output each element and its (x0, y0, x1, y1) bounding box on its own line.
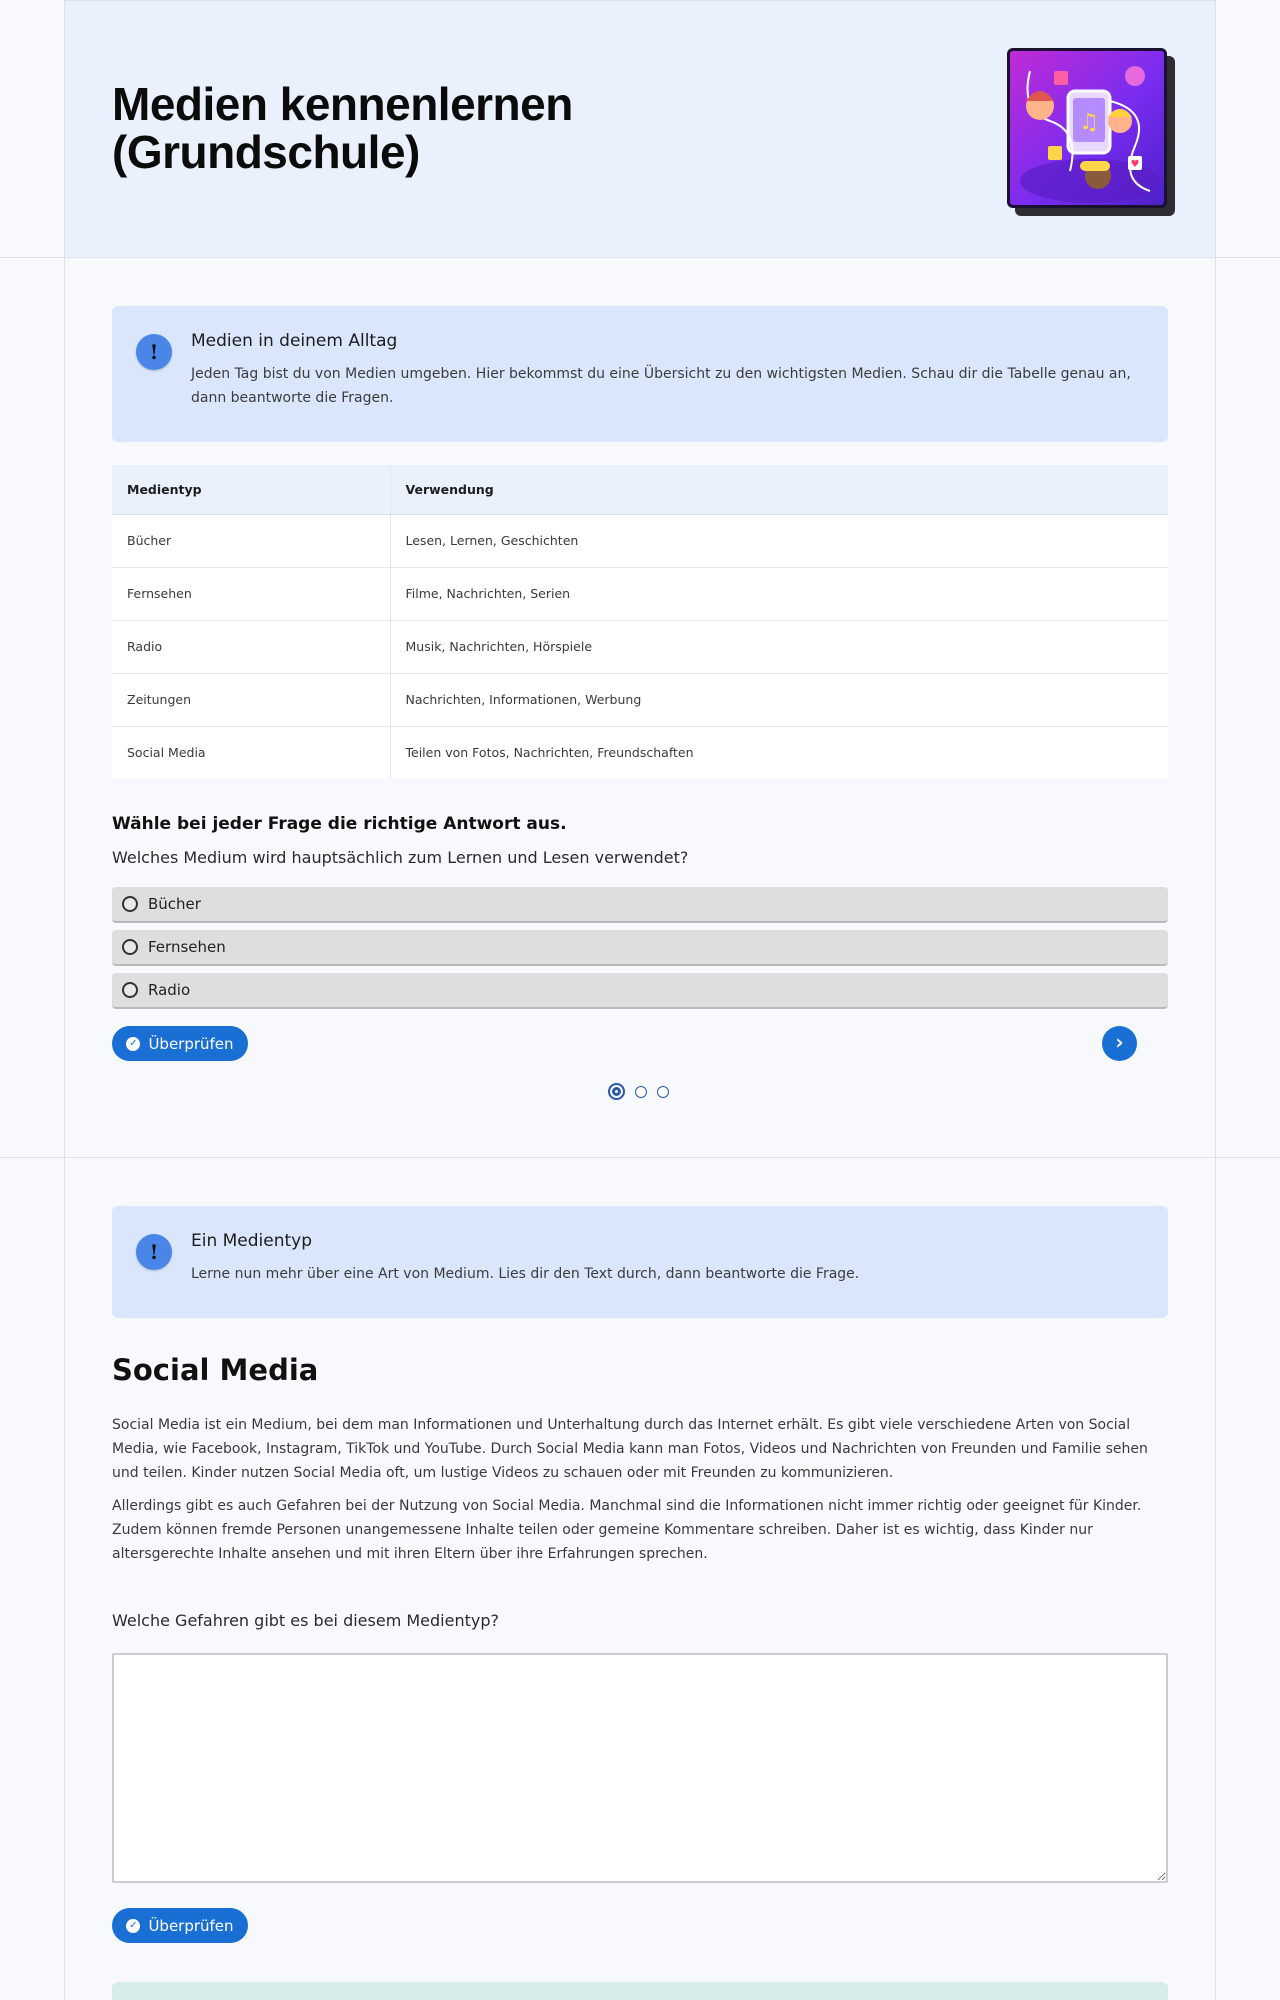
pagination-dots (608, 1083, 669, 1100)
media-table (112, 465, 1168, 779)
open-question: Welche Gefahren gibt es bei diesem Medientyp? (112, 1611, 499, 1630)
svg-text:♥: ♥ (1130, 159, 1140, 170)
article-title: Social Media (112, 1353, 319, 1387)
quiz-option-label: Radio (148, 981, 191, 999)
table-row (112, 726, 1168, 779)
table-cell: Nachrichten, Informationen, Werbung (390, 673, 1168, 726)
info-box-text: Jeden Tag bist du von Medien umgeben. Hier bekommst du eine Übersicht zu den wichtigsten Medien. Schau dir die Tabelle genau an, dann beantworte die Fragen. (191, 366, 1131, 406)
info-box-title: Medien in deinem Alltag (191, 331, 398, 351)
quiz-option-label: Fernsehen (148, 938, 226, 956)
table-row (112, 567, 1168, 620)
check-button-label: Überprüfen (148, 1916, 234, 1935)
check-button-label: Überprüfen (148, 1034, 234, 1053)
table-cell: Lesen, Lernen, Geschichten (390, 514, 1168, 567)
info-box-title: Ein Medientyp (191, 1231, 313, 1251)
next-button[interactable] (1102, 1026, 1137, 1061)
info-box-medium (112, 1206, 1168, 1318)
table-row (112, 673, 1168, 726)
page-title-line1: Medien kennenlernen (112, 78, 573, 130)
table-cell: Zeitungen (112, 673, 390, 726)
exclamation-icon: ! (136, 1234, 172, 1270)
answer-textarea[interactable] (112, 1653, 1168, 1883)
table-row (112, 620, 1168, 673)
svg-text:♫: ♫ (1079, 110, 1099, 135)
quiz-option[interactable] (112, 887, 1168, 923)
table-header-cell: Medientyp (112, 465, 390, 514)
feedback-box (112, 1982, 1168, 2000)
table-cell: Fernsehen (112, 567, 390, 620)
media-illustration-icon (1007, 48, 1167, 208)
info-box-text: Lerne nun mehr über eine Art von Medium. Lies dir den Text durch, dann beantworte die Frage. (191, 1266, 860, 1282)
radio-button[interactable] (122, 939, 138, 955)
exclamation-icon: ! (136, 334, 172, 370)
quiz-option-label: Bücher (148, 895, 201, 913)
table-cell: Musik, Nachrichten, Hörspiele (390, 620, 1168, 673)
article-paragraph: Allerdings gibt es auch Gefahren bei der Nutzung von Social Media. Manchmal sind die Informationen nicht immer richtig oder geeignet für Kinder. Zudem können fremde Personen unangemessene Inhalte teilen oder gemeine Kommentare schreiben. Daher ist es wichtig, dass Kinder nur altersgerechte Inhalte ansehen und mit ihren Eltern über ihre Erfahrungen sprechen. (112, 1498, 1142, 1562)
quiz-question: Welches Medium wird hauptsächlich zum Lernen und Lesen verwendet? (112, 848, 689, 867)
quiz-heading: Wähle bei jeder Frage die richtige Antwort aus. (112, 814, 567, 834)
frame-right-line (1215, 0, 1216, 2000)
article-paragraph: Social Media ist ein Medium, bei dem man Informationen und Unterhaltung durch das Internet erhält. Es gibt viele verschiedene Arten von Social Media, wie Facebook, Instagram, TikTok und YouTube. Durch Social Media kann man Fotos, Videos und Nachrichten von Freunden und Familie sehen und teilen. Kinder nutzen Social Media oft, um lustige Videos zu schauen oder mit Freunden zu kommunizieren. (112, 1417, 1148, 1481)
table-header-row (112, 465, 1168, 514)
info-box-intro (112, 306, 1168, 442)
table-row (112, 514, 1168, 567)
quiz-option[interactable] (112, 973, 1168, 1009)
page-title (112, 80, 672, 176)
pagination-dot[interactable] (635, 1086, 647, 1098)
check-circle-icon: ✓ (126, 1037, 140, 1051)
chevron-right-icon: › (1115, 1030, 1124, 1054)
page-title-line2: (Grundschule) (112, 126, 420, 178)
check-button[interactable] (112, 1908, 248, 1943)
table-cell: Bücher (112, 514, 390, 567)
hero-illustration (1007, 48, 1167, 208)
table-cell: Filme, Nachrichten, Serien (390, 567, 1168, 620)
quiz-option[interactable] (112, 930, 1168, 966)
table-header-cell: Verwendung (390, 465, 1168, 514)
table-cell: Teilen von Fotos, Nachrichten, Freundschaften (390, 726, 1168, 779)
frame-left-line (64, 0, 65, 2000)
check-circle-icon: ✓ (126, 1919, 140, 1933)
radio-button[interactable] (122, 896, 138, 912)
pagination-dot[interactable] (657, 1086, 669, 1098)
section-divider (0, 1157, 1280, 1158)
section-divider (0, 257, 1280, 258)
pagination-dot-active[interactable] (608, 1083, 625, 1100)
check-button[interactable] (112, 1026, 248, 1061)
radio-button[interactable] (122, 982, 138, 998)
table-cell: Social Media (112, 726, 390, 779)
table-cell: Radio (112, 620, 390, 673)
